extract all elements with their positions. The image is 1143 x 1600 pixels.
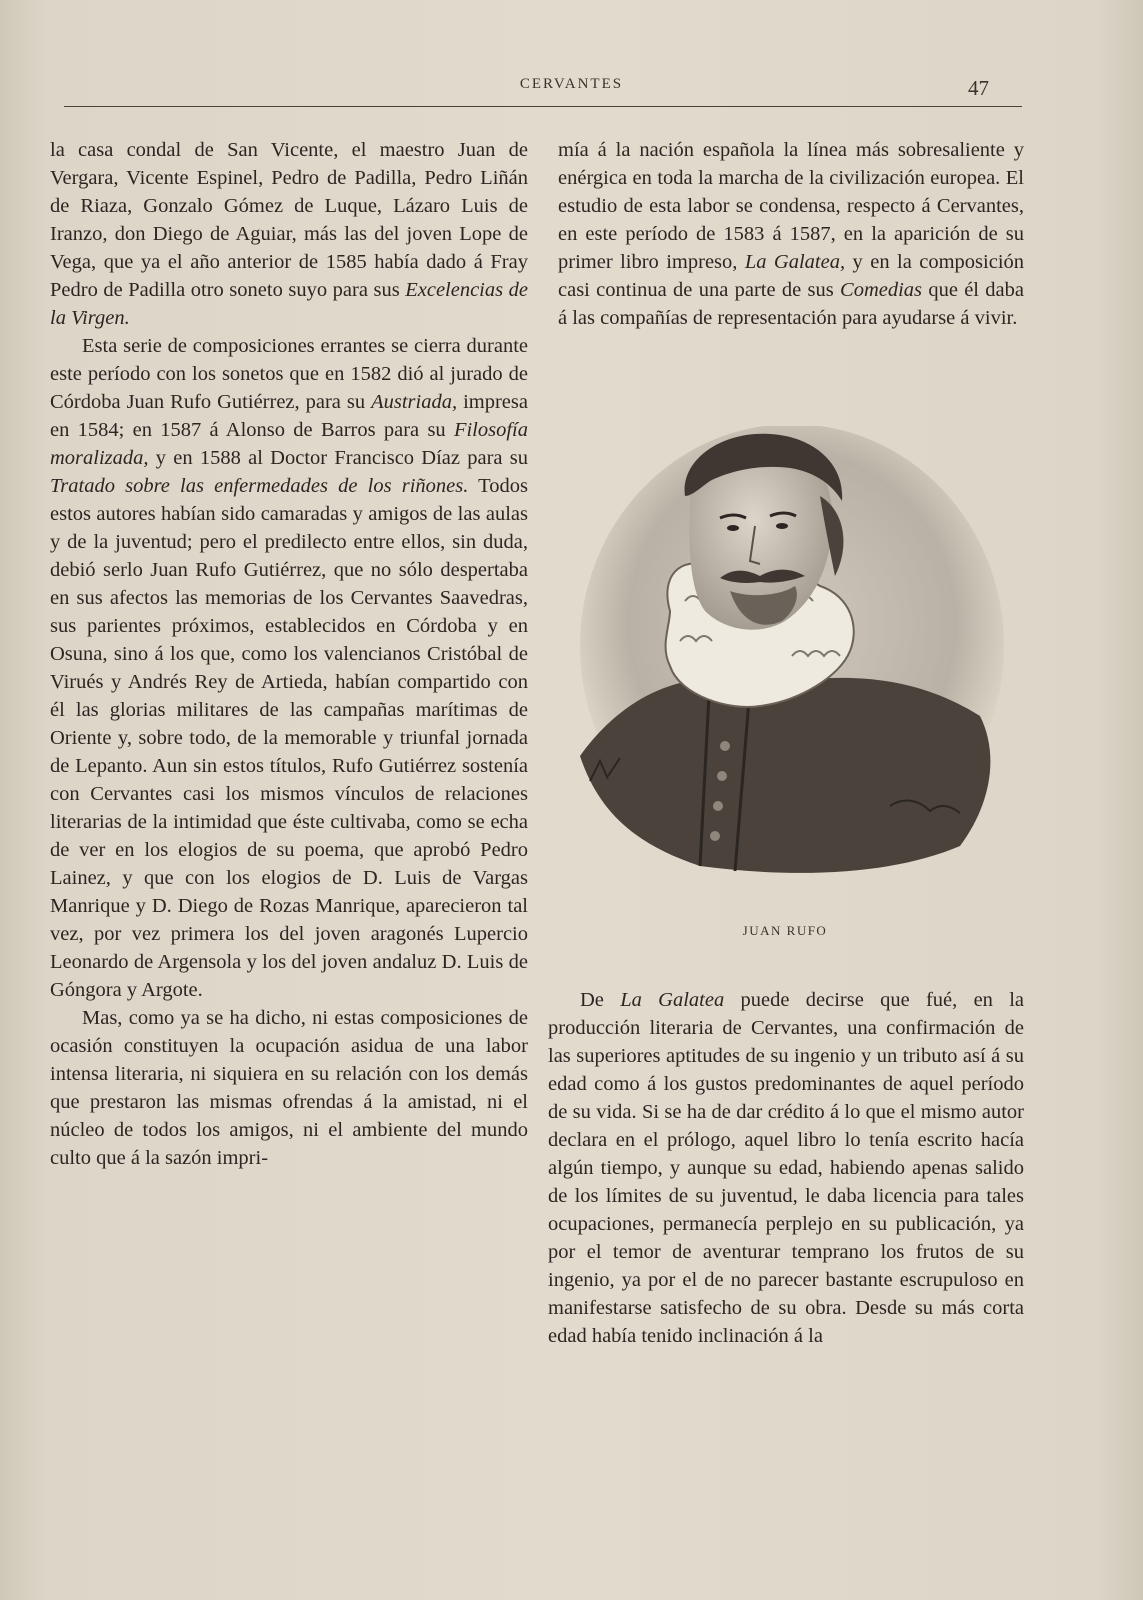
book-title-comedias: Comedias [840, 279, 923, 301]
paragraph-5-text-b: puede decirse que fué, en la producción literaria de Cervantes, una confirmación de las superiores aptitudes de su ingenio y un tributo así á su edad como á los gustos predominantes de aquel período de su vida. Si se ha de dar crédito á lo que el mismo autor declara en el prólogo, aquel libro lo tenía escrito hacía algún tiempo, y aunque su edad, habiendo apenas salido de los límites de su juventud, le daba licencia para tales ocupaciones, permanecía perplejo en su publicación, ya por el temor de aventurar temprano los frutos de su ingenio, ya por el de no parecer bastante escrupuloso en manifestarse satisfecho de su obra. Desde su más corta edad había tenido inclinación á la [548, 989, 1025, 1347]
portrait-juan-rufo [560, 426, 1012, 884]
paragraph-4-text-a: mía á la nación española la línea más sobresaliente y enérgica en toda la marcha de la civilización europea. El estudio de esta labor se condensa, respecto á Cervantes, en este período de 1583 á 1587, en la aparición de su primer libro impreso, [558, 139, 1024, 273]
paragraph-1 [50, 136, 528, 332]
page-number: 47 [968, 76, 989, 100]
running-title: CERVANTES [519, 76, 624, 92]
paragraph-2-text-a: Esta serie de composiciones errantes se cierra durante este período con los sonetos que en 1582 dió al jurado de Córdoba Juan Rufo Gutiérrez, para su [50, 335, 528, 413]
book-title-galatea: La Galatea, [744, 251, 846, 273]
paragraph-4 [558, 136, 1024, 332]
paragraph-2-text-b: impresa en 1584; en 1587 á Alonso de Barros para su [50, 391, 528, 441]
book-title-excelencias: Excelencias de la Virgen. [50, 279, 528, 329]
header-rule [64, 106, 1022, 107]
book-title-galatea-2: La Galatea [620, 989, 725, 1011]
paragraph-2-text-d: Todos estos autores habían sido camaradas y amigos de las aulas y de la juventud; pero el predilecto entre ellos, sin duda, debió serlo Juan Rufo Gutiérrez, que no sólo despertaba en sus afectos las memorias de los Cervantes Saavedras, sus parientes próximos, establecidos en Córdoba y en Osuna, sino á los que, como los valencianos Cristóbal de Virués y Andrés Rey de Artieda, habían compartido con él las glorias militares de las campañas marítimas de Oriente y, sobre todo, de la memorable y triunfal jornada de Lepanto. Aun sin estos títulos, Rufo Gutiérrez sostenía con Cervantes casi los mismos vínculos de relaciones literarias de la intimidad que éste cultivaba, como se echa de ver en los elogios de su poema, que aprobó Pedro Lainez, y que con los elogios de D. Luis de Vargas Manrique y D. Diego de Rozas Manrique, aparecieron tal vez, por vez primera los del joven aragonés Lupercio Leonardo de Argensola y los del joven andaluz D. Luis de Góngora y Argote. [50, 475, 528, 1001]
book-title-austriada: Austriada, [371, 391, 458, 413]
paragraph-4-text-c: que él daba á las compañías de representación para ayudarse á vivir. [558, 279, 1024, 329]
paragraph-1-text: la casa condal de San Vicente, el maestro Juan de Vergara, Vicente Espinel, Pedro de Padilla, Pedro Liñán de Riaza, Gonzalo Gómez de Luque, Lázaro Luis de Iranzo, don Diego de Aguiar, más las del joven Lope de Vega, que ya el año anterior de 1585 había dado á Fray Pedro de Padilla otro soneto suyo para sus [50, 139, 528, 301]
paragraph-4-text-b: y en la composición casi continua de una parte de sus [558, 251, 1025, 301]
right-column-top [558, 136, 1024, 332]
paragraph-2 [50, 332, 528, 1004]
paragraph-3: Mas, como ya se ha dicho, ni estas composiciones de ocasión constituyen la ocupación asidua de una labor intensa literaria, ni siquiera en su relación con los demás que prestaron las mismas ofrendas á la amistad, ni el núcleo de todos los amigos, ni el ambiente del mundo culto que á la sazón impri- [50, 1007, 528, 1169]
book-title-filosofia: Filosofía moralizada, [50, 419, 529, 469]
figure-caption: JUAN RUFO [742, 923, 828, 938]
paragraph-5 [548, 986, 1024, 1350]
paragraph-5-text-a: De [580, 989, 604, 1011]
right-column-bottom [548, 986, 1024, 1350]
left-column [50, 136, 528, 1172]
book-title-tratado: Tratado sobre las enfermedades de los riñones. [50, 475, 469, 497]
paragraph-2-text-c: y en 1588 al Doctor Francisco Díaz para su [155, 447, 528, 469]
